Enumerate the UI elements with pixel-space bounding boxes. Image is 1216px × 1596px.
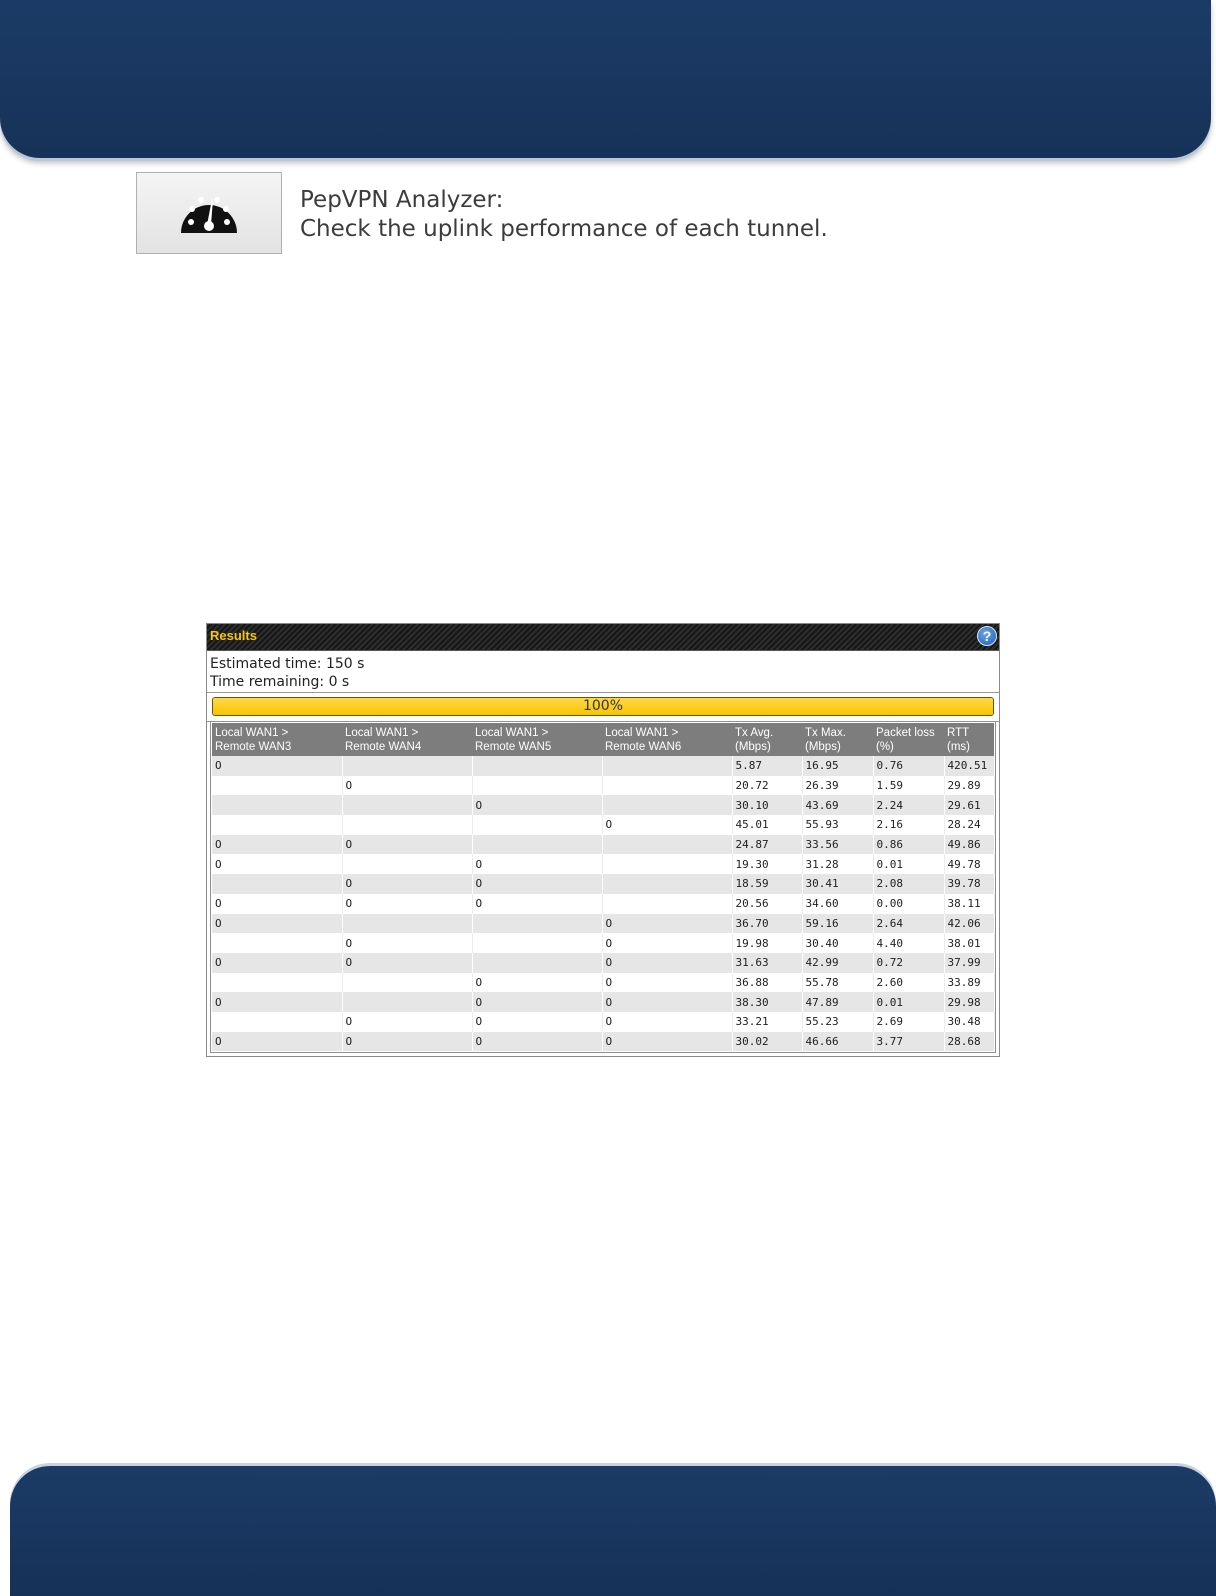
table-cell: O bbox=[472, 973, 602, 993]
column-header-line: Remote WAN5 bbox=[475, 741, 552, 753]
column-header-line: Packet loss bbox=[876, 727, 935, 739]
table-cell bbox=[342, 973, 472, 993]
table-row bbox=[212, 992, 994, 1012]
table-row bbox=[212, 776, 994, 796]
column-header-line: (Mbps) bbox=[805, 741, 841, 753]
table-cell: O bbox=[212, 756, 342, 776]
column-header-line: Remote WAN4 bbox=[345, 741, 422, 753]
results-panel bbox=[206, 623, 1000, 1057]
table-cell: 55.78 bbox=[802, 973, 873, 993]
column-header-line: (Mbps) bbox=[735, 741, 771, 753]
table-cell bbox=[472, 914, 602, 934]
table-cell: 5.87 bbox=[732, 756, 802, 776]
top-banner bbox=[0, 0, 1211, 158]
results-table-container bbox=[210, 721, 996, 1053]
table-cell: O bbox=[602, 914, 732, 934]
table-cell bbox=[342, 756, 472, 776]
table-cell: 46.66 bbox=[802, 1032, 873, 1052]
table-row bbox=[212, 1032, 994, 1052]
table-cell: 29.61 bbox=[944, 795, 994, 815]
progress-bar bbox=[212, 697, 994, 716]
bottom-banner bbox=[10, 1466, 1216, 1596]
table-cell: O bbox=[212, 1032, 342, 1052]
table-cell: 2.24 bbox=[873, 795, 944, 815]
column-header bbox=[944, 723, 994, 756]
table-cell: O bbox=[472, 1012, 602, 1032]
table-cell bbox=[342, 795, 472, 815]
table-cell: 30.40 bbox=[802, 933, 873, 953]
table-cell: O bbox=[602, 953, 732, 973]
table-cell bbox=[212, 933, 342, 953]
table-cell bbox=[472, 835, 602, 855]
table-cell bbox=[472, 933, 602, 953]
column-header bbox=[212, 723, 342, 756]
table-cell: 42.06 bbox=[944, 914, 994, 934]
table-cell bbox=[602, 756, 732, 776]
results-table bbox=[212, 723, 995, 1051]
table-row bbox=[212, 854, 994, 874]
table-cell bbox=[212, 776, 342, 796]
table-cell: 0.86 bbox=[873, 835, 944, 855]
table-cell: 30.48 bbox=[944, 1012, 994, 1032]
table-cell: 34.60 bbox=[802, 894, 873, 914]
table-cell: O bbox=[212, 835, 342, 855]
table-cell: 36.88 bbox=[732, 973, 802, 993]
results-title: Results bbox=[210, 628, 257, 643]
table-cell: 36.70 bbox=[732, 914, 802, 934]
table-cell: O bbox=[472, 1032, 602, 1052]
intro-text bbox=[300, 186, 828, 244]
table-cell: 28.68 bbox=[944, 1032, 994, 1052]
table-cell bbox=[342, 854, 472, 874]
column-header-line: Local WAN1 > bbox=[475, 727, 549, 739]
column-header-line: Local WAN1 > bbox=[215, 727, 289, 739]
table-cell: O bbox=[472, 795, 602, 815]
column-header-line: Remote WAN3 bbox=[215, 741, 292, 753]
table-cell: 2.64 bbox=[873, 914, 944, 934]
table-cell: O bbox=[602, 815, 732, 835]
table-cell: 30.02 bbox=[732, 1032, 802, 1052]
table-cell: 43.69 bbox=[802, 795, 873, 815]
progress-row bbox=[207, 693, 999, 722]
table-cell bbox=[602, 874, 732, 894]
table-row bbox=[212, 1012, 994, 1032]
table-cell: 55.23 bbox=[802, 1012, 873, 1032]
column-header bbox=[602, 723, 732, 756]
table-cell bbox=[602, 894, 732, 914]
table-cell: 33.56 bbox=[802, 835, 873, 855]
column-header-line: Local WAN1 > bbox=[605, 727, 679, 739]
table-row bbox=[212, 835, 994, 855]
table-cell: 16.95 bbox=[802, 756, 873, 776]
column-header-line: Remote WAN6 bbox=[605, 741, 682, 753]
table-cell bbox=[602, 776, 732, 796]
table-cell: 30.41 bbox=[802, 874, 873, 894]
table-cell: 29.98 bbox=[944, 992, 994, 1012]
table-cell: 31.63 bbox=[732, 953, 802, 973]
table-cell: 0.00 bbox=[873, 894, 944, 914]
table-cell: O bbox=[212, 992, 342, 1012]
table-cell: 2.60 bbox=[873, 973, 944, 993]
table-cell: 33.89 bbox=[944, 973, 994, 993]
speedometer-icon bbox=[178, 189, 240, 237]
table-cell: 31.28 bbox=[802, 854, 873, 874]
table-row bbox=[212, 795, 994, 815]
table-cell bbox=[472, 756, 602, 776]
table-cell: 24.87 bbox=[732, 835, 802, 855]
table-cell: 30.10 bbox=[732, 795, 802, 815]
table-cell: O bbox=[212, 914, 342, 934]
table-cell: O bbox=[602, 1032, 732, 1052]
table-cell bbox=[212, 815, 342, 835]
table-cell: O bbox=[602, 992, 732, 1012]
table-cell bbox=[472, 953, 602, 973]
column-header bbox=[873, 723, 944, 756]
estimated-time: Estimated time: 150 s bbox=[210, 656, 365, 672]
table-cell: 2.08 bbox=[873, 874, 944, 894]
time-info bbox=[207, 651, 999, 693]
table-row bbox=[212, 756, 994, 776]
time-remaining: Time remaining: 0 s bbox=[210, 674, 350, 690]
column-header-line: (ms) bbox=[947, 741, 970, 753]
table-cell: 38.01 bbox=[944, 933, 994, 953]
table-cell: O bbox=[472, 894, 602, 914]
table-cell bbox=[212, 973, 342, 993]
table-cell: 420.51 bbox=[944, 756, 994, 776]
table-cell: 19.98 bbox=[732, 933, 802, 953]
table-cell: O bbox=[212, 894, 342, 914]
table-cell: O bbox=[602, 973, 732, 993]
table-cell: 29.89 bbox=[944, 776, 994, 796]
table-header-row bbox=[212, 723, 994, 756]
table-cell: 28.24 bbox=[944, 815, 994, 835]
column-header bbox=[802, 723, 873, 756]
table-cell: 38.30 bbox=[732, 992, 802, 1012]
table-cell bbox=[342, 815, 472, 835]
table-row bbox=[212, 953, 994, 973]
table-row bbox=[212, 914, 994, 934]
table-cell: 33.21 bbox=[732, 1012, 802, 1032]
table-cell: 19.30 bbox=[732, 854, 802, 874]
table-row bbox=[212, 973, 994, 993]
column-header-line: (%) bbox=[876, 741, 894, 753]
table-cell: 55.93 bbox=[802, 815, 873, 835]
table-cell: O bbox=[602, 933, 732, 953]
column-header-line: Tx Avg. bbox=[735, 727, 774, 739]
table-cell: 59.16 bbox=[802, 914, 873, 934]
table-cell bbox=[602, 854, 732, 874]
table-cell: O bbox=[342, 776, 472, 796]
table-cell: 0.76 bbox=[873, 756, 944, 776]
table-row bbox=[212, 933, 994, 953]
table-cell: O bbox=[342, 1012, 472, 1032]
table-cell: 42.99 bbox=[802, 953, 873, 973]
table-cell: O bbox=[212, 854, 342, 874]
help-icon[interactable]: ? bbox=[977, 626, 997, 646]
table-cell: 20.72 bbox=[732, 776, 802, 796]
table-cell: 45.01 bbox=[732, 815, 802, 835]
column-header-line: Tx Max. bbox=[805, 727, 846, 739]
table-cell bbox=[212, 1012, 342, 1032]
table-cell bbox=[472, 815, 602, 835]
intro-title: PepVPN Analyzer: bbox=[300, 187, 504, 213]
table-cell: 38.11 bbox=[944, 894, 994, 914]
table-cell: O bbox=[342, 933, 472, 953]
table-cell: 3.77 bbox=[873, 1032, 944, 1052]
results-header bbox=[207, 624, 999, 651]
table-row bbox=[212, 815, 994, 835]
table-cell: 49.78 bbox=[944, 854, 994, 874]
table-row bbox=[212, 894, 994, 914]
table-cell: O bbox=[472, 992, 602, 1012]
table-cell: O bbox=[342, 874, 472, 894]
column-header-line: Local WAN1 > bbox=[345, 727, 419, 739]
intro-description: Check the uplink performance of each tunnel. bbox=[300, 216, 828, 242]
table-cell: O bbox=[212, 953, 342, 973]
column-header bbox=[342, 723, 472, 756]
table-cell bbox=[602, 835, 732, 855]
table-cell: 18.59 bbox=[732, 874, 802, 894]
table-cell: 39.78 bbox=[944, 874, 994, 894]
table-cell: O bbox=[472, 854, 602, 874]
table-cell: 0.01 bbox=[873, 992, 944, 1012]
table-body bbox=[212, 756, 994, 1051]
table-cell: O bbox=[342, 1032, 472, 1052]
table-cell: 37.99 bbox=[944, 953, 994, 973]
table-cell: 47.89 bbox=[802, 992, 873, 1012]
table-cell bbox=[342, 992, 472, 1012]
table-cell: 2.16 bbox=[873, 815, 944, 835]
table-cell bbox=[342, 914, 472, 934]
progress-label: 100% bbox=[582, 698, 624, 714]
table-cell: 49.86 bbox=[944, 835, 994, 855]
table-cell: O bbox=[472, 874, 602, 894]
table-cell: O bbox=[342, 894, 472, 914]
table-cell bbox=[212, 795, 342, 815]
table-cell: 0.72 bbox=[873, 953, 944, 973]
table-cell: O bbox=[602, 1012, 732, 1032]
table-cell: O bbox=[342, 953, 472, 973]
table-cell: 20.56 bbox=[732, 894, 802, 914]
column-header bbox=[732, 723, 802, 756]
table-cell bbox=[602, 795, 732, 815]
table-cell: O bbox=[342, 835, 472, 855]
table-cell: 1.59 bbox=[873, 776, 944, 796]
analyzer-button[interactable] bbox=[136, 172, 282, 254]
column-header-line: RTT bbox=[947, 727, 970, 739]
table-row bbox=[212, 874, 994, 894]
table-cell: 0.01 bbox=[873, 854, 944, 874]
table-cell: 26.39 bbox=[802, 776, 873, 796]
table-cell bbox=[212, 874, 342, 894]
table-cell: 4.40 bbox=[873, 933, 944, 953]
column-header bbox=[472, 723, 602, 756]
table-cell: 2.69 bbox=[873, 1012, 944, 1032]
table-cell bbox=[472, 776, 602, 796]
